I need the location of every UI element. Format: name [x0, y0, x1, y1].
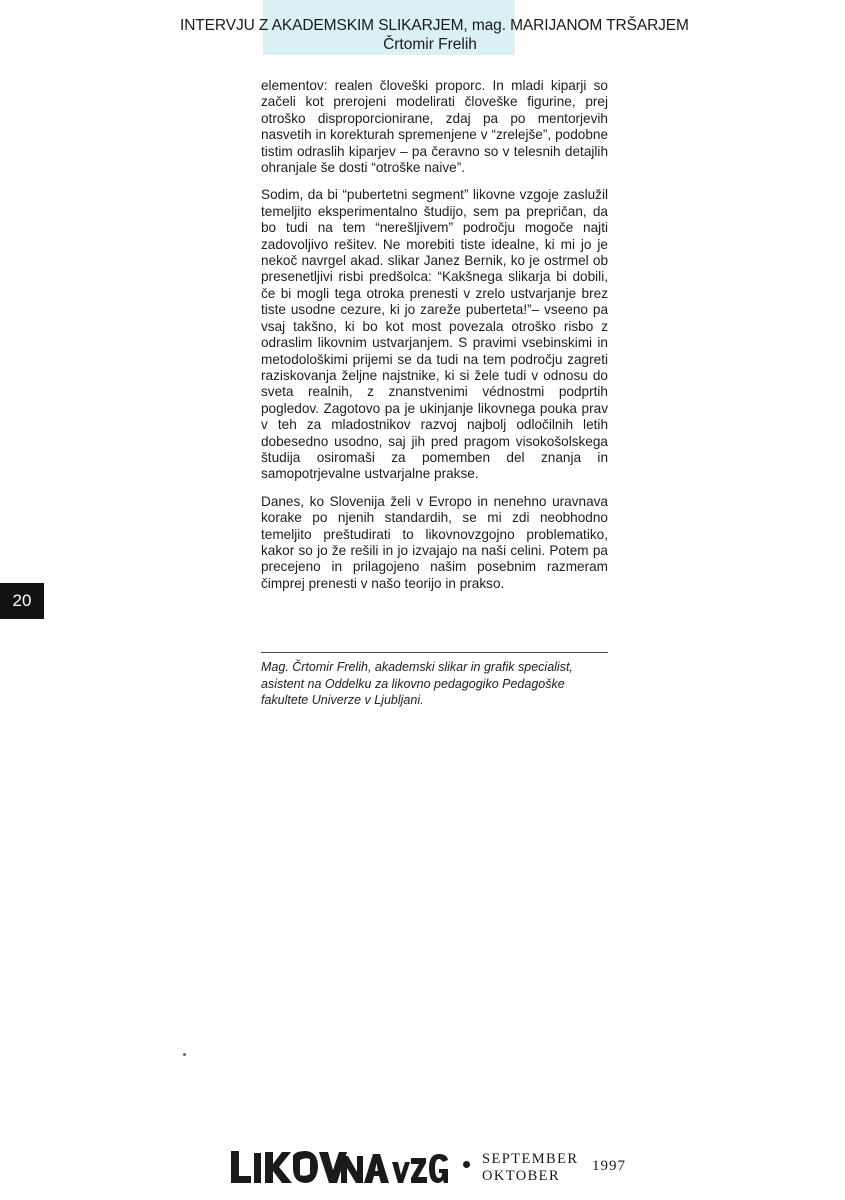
page-number: 20 [0, 583, 44, 619]
paragraph: Sodim, da bi “pubertetni segment” likovne vzgoje zaslužil temeljito eksperimentalno študijo, sem pa prepričan, da bo tudi na tem “nerešljivem” področju mogoče najti zadovoljivo rešitev. Ne morebiti tiste idealne, ki mi jo je nekoč navrgel akad. slikar Janez Bernik, ko je ostrmel ob presenetljivi risbi predšolca: “Kakšnega slikarja bi dobili, če bi mogli tega otroka prenesti v zrelo ustvarjanje brez tiste usodne cezure, ki jo zareže puberteta!”– vseeno pa vsaj takšno, ki bo kot most povezala otroško risbo z odraslim likovnim ustvarjanjem. S pravimi vsebinskimi in metodološkimi prijemi se da tudi na tem področju zagreti raziskovanja željne najstnike, ki si žele tudi v odnosu do sveta realnih, z znanstvenimi védnostmi podprtih pogledov. Zagotovo pa je ukinjanje likovnega pouka prav v teh za mladostnikov razvoj najbolj odločilnih letih dobesedno usodno, saj jih pred pragom visokošolskega študija osiromaši za pomemben del znanja in samopotrjevalne ustvarjalne prakse. [261, 187, 608, 482]
paragraph: Danes, ko Slovenija želi v Evropo in nenehno uravnava korake po njenih standardih, se mi zdi neobhodno temeljito preštudirati to likovnovzgojno problematiko, kakor so jo že rešili in jo izvajajo na naši celini. Potem pa precejeno in prilagojeno našim posebnim razmeram čimprej prenesti v našo teorijo in prakso. [261, 493, 608, 591]
article-body [261, 78, 608, 603]
scan-speck [183, 1053, 186, 1056]
article-header [180, 16, 689, 54]
issue-year: 1997 [592, 1158, 626, 1174]
issue-months [482, 1151, 578, 1185]
footer-bullet [463, 1161, 470, 1168]
issue-month-2: OKTOBER [482, 1168, 561, 1184]
magazine-logo [229, 1148, 449, 1186]
footnote-divider [261, 652, 608, 653]
paragraph: elementov: realen človeški proporc. In mladi kiparji so začeli kot prerojeni modelirati človeške figurine, prej otroško disproporcionirane, zdaj pa po mentorjevih nasvetih in korekturah spremenjene v “zrelejše”, podobne tistim odraslih kiparjev – pa čeravno so v telesnih detajlih ohranjale še dosti “otroške naive”. [261, 78, 608, 176]
logo-artwork [229, 1148, 449, 1186]
article-title: INTERVJU Z AKADEMSKIM SLIKARJEM, mag. MARIJANOM TRŠARJEM [180, 17, 689, 34]
author-footnote: Mag. Črtomir Frelih, akademski slikar in grafik specialist, asistent na Oddelku za likovno pedagogiko Pedagoške fakultete Univerze v Ljubljani. [261, 660, 573, 707]
issue-month-1: SEPTEMBER [482, 1151, 579, 1167]
article-author: Črtomir Frelih [383, 36, 477, 53]
